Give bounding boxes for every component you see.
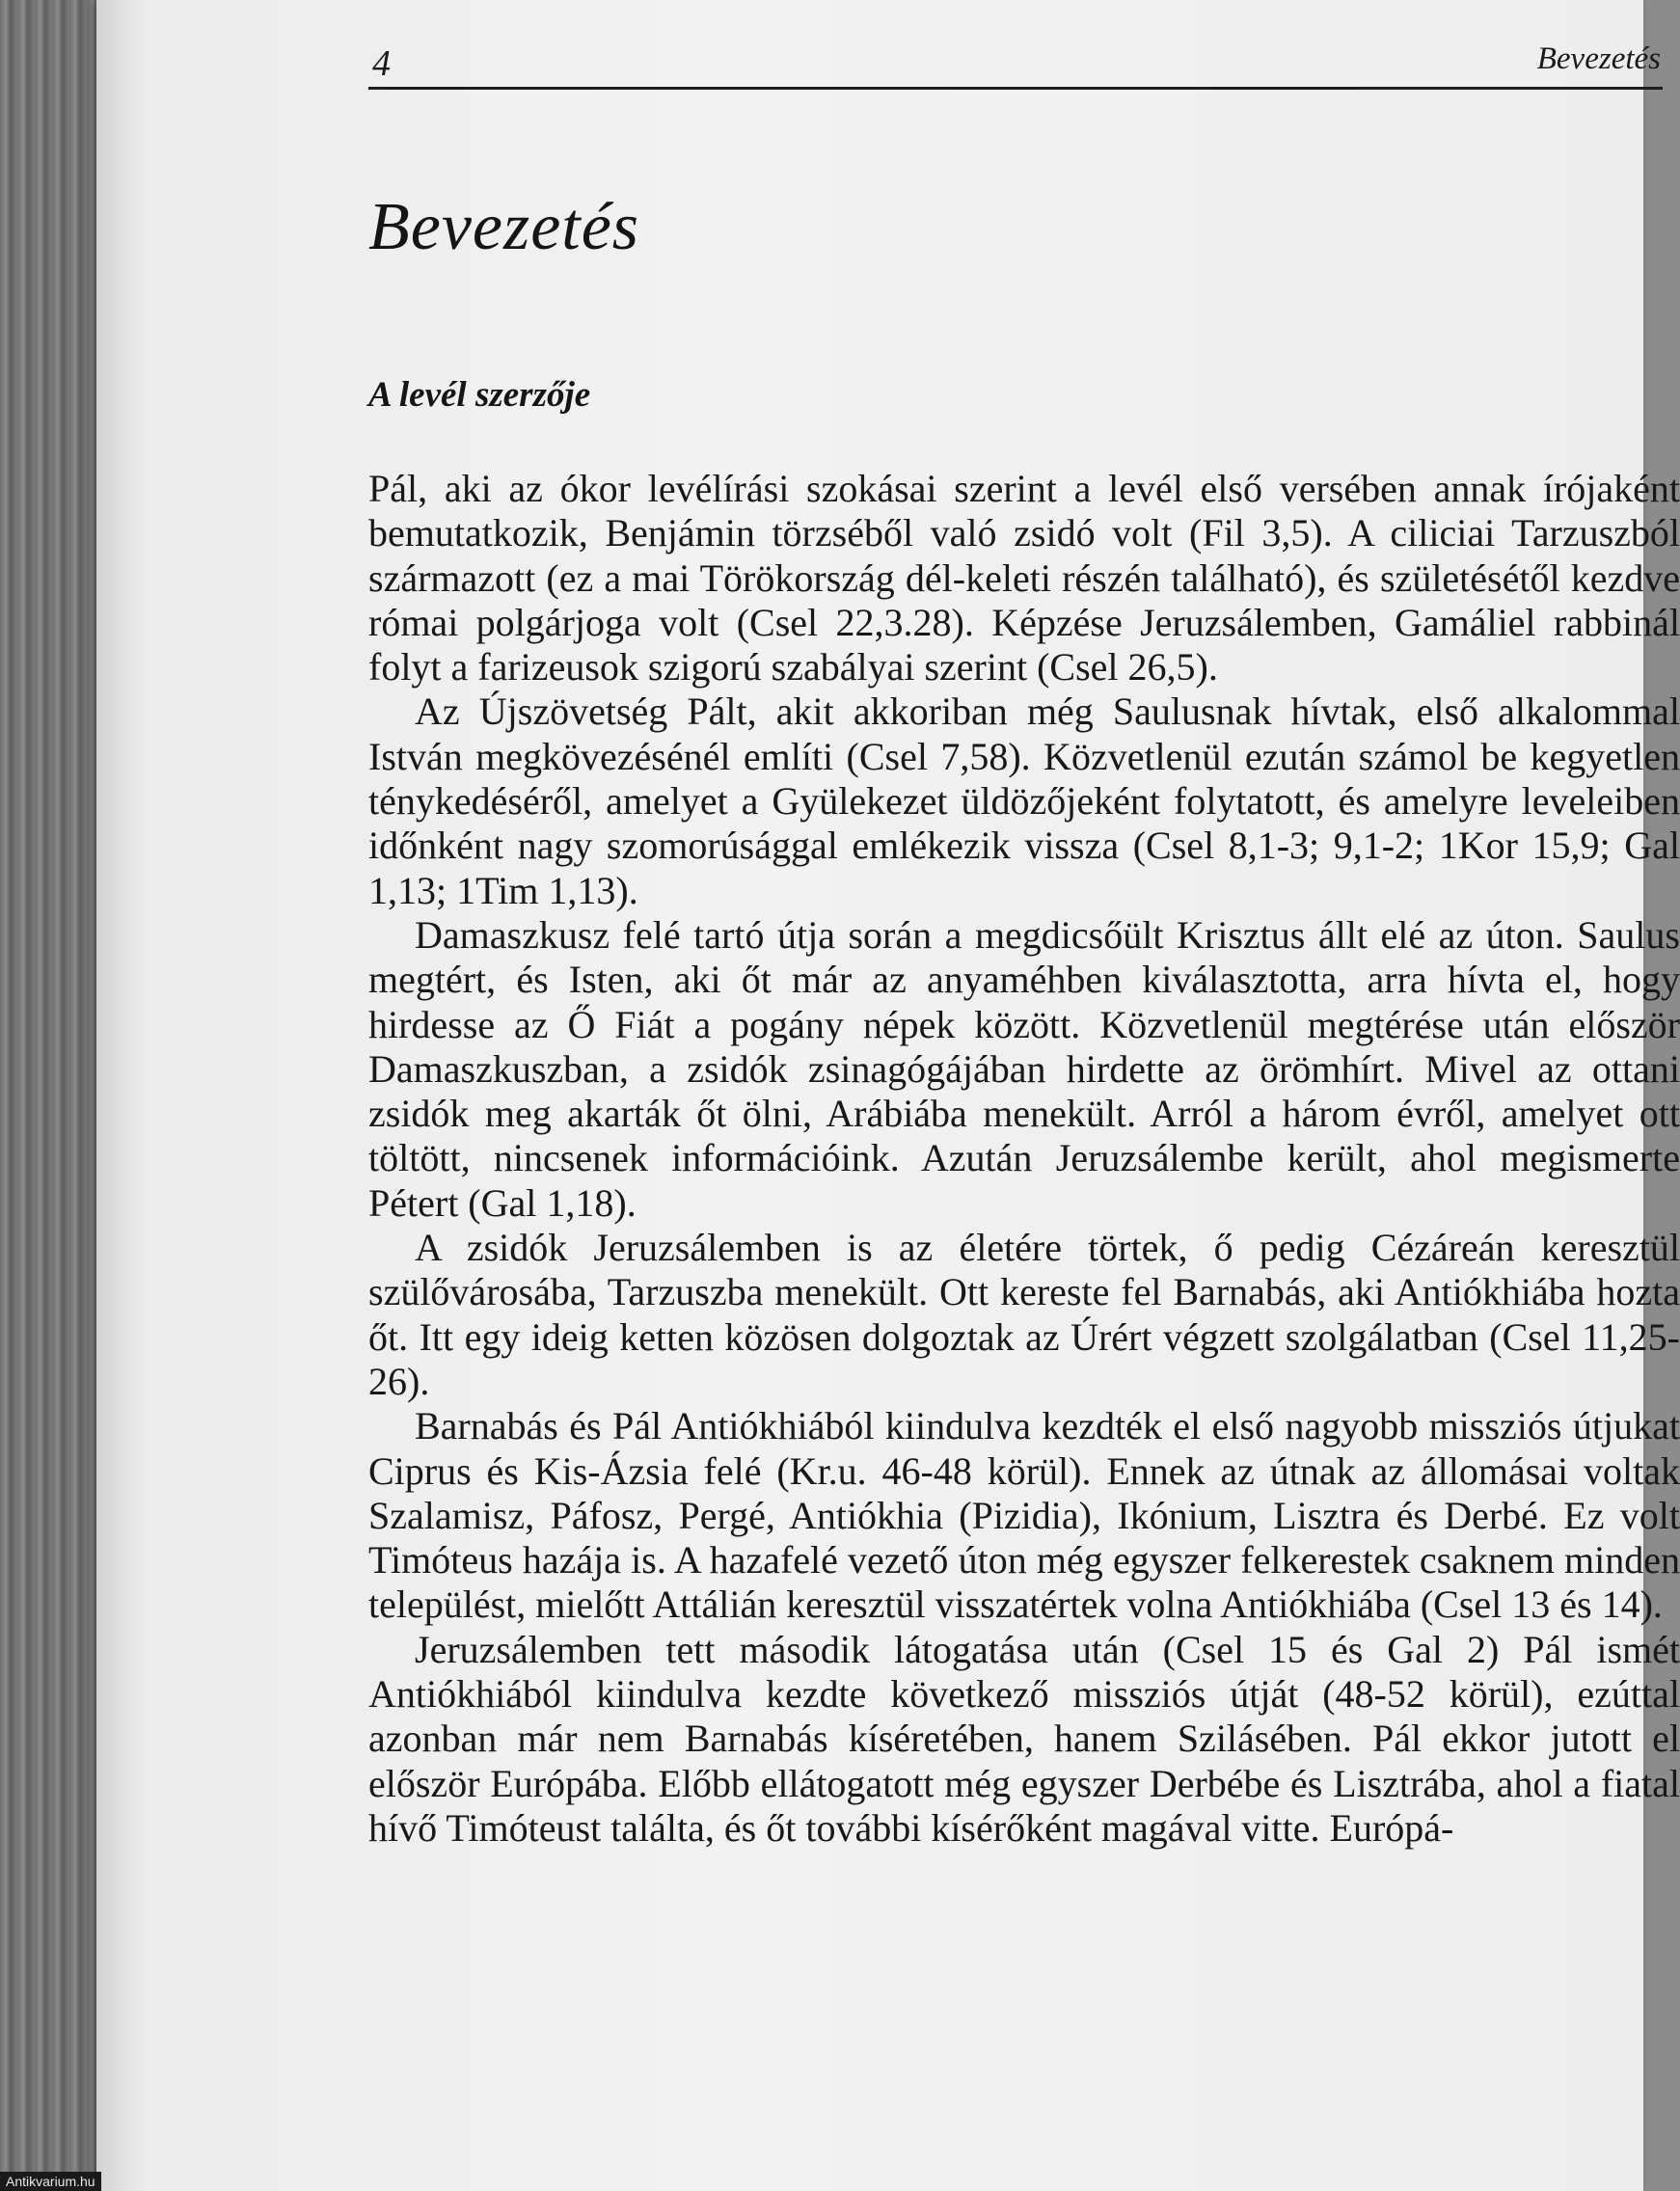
chapter-title: Bevezetés	[368, 190, 640, 264]
paragraph: Damaszkusz felé tartó útja során a megdicsőült Krisztus állt elé az úton. Saulus megtért, és Isten, aki őt már az anyaméhben kiválasztotta, arra hívta el, hogy hirdesse az Ő Fiát a pogány népek között. Közvetlenül megtérése után először Damaszkuszban, a zsidók zsinagógájában hirdette az örömhírt. Mivel az ottani zsidók meg akarták őt ölni, Arábiába menekült. Arról a három évről, amelyet ott töltött, nincsenek információink. Azután Jeruzsálembe került, ahol megismerte Pétert (Gal 1,18).	[368, 912, 1680, 1225]
book-binding-edge	[0, 0, 106, 2191]
watermark-label: Antikvarium.hu	[0, 2172, 101, 2191]
paragraph: Jeruzsálemben tett második látogatása után (Csel 15 és Gal 2) Pál ismét Antiókhiából kiindulva kezdte következő missziós útját (48-52 körül), ezúttal azonban már nem Barnabás kíséretében, hanem Szilásében. Pál ekkor jutott el először Európába. Előbb ellátogatott még egyszer Derbébe és Lisztrába, ahol a fiatal hívő Timóteust találta, és őt további kísérőként magával vitte. Európá-	[368, 1627, 1680, 1850]
paragraph: Pál, aki az ókor levélírási szokásai szerint a levél első versében annak írójaként bemutatkozik, Benjámin törzséből való zsidó volt (Fil 3,5). A ciliciai Tarzuszból származott (ez a mai Törökország dél-keleti részén található), és születésétől kezdve római polgárjoga volt (Csel 22,3.28). Képzése Jeruzsálemben, Gamáliel rabbinál folyt a farizeusok szigorú szabályai szerint (Csel 26,5).	[368, 467, 1680, 690]
paragraph: Az Újszövetség Pált, akit akkoriban még Saulusnak hívtak, első alkalommal István megkövezésénél említi (Csel 7,58). Közvetlenül ezután számol be kegyetlen ténykedéséről, amelyet a Gyülekezet üldözőjeként folytatott, és amelyre leveleiben időnként nagy szomorúsággal emlékezik vissza (Csel 8,1-3; 9,1-2; 1Kor 15,9; Gal 1,13; 1Tim 1,13).	[368, 690, 1680, 912]
body-text	[368, 467, 1680, 1851]
paragraph: A zsidók Jeruzsálemben is az életére törtek, ő pedig Cézáreán keresztül szülővárosába, Tarzuszba menekült. Ott kereste fel Barnabás, aki Antiókhiába hozta őt. Itt egy ideig ketten közösen dolgoztak az Úrért végzett szolgálatban (Csel 11,25-26).	[368, 1226, 1680, 1403]
running-head-title: Bevezetés	[1536, 41, 1661, 76]
section-heading: A levél szerzője	[368, 375, 591, 415]
running-head	[368, 37, 1663, 90]
book-page	[96, 0, 1680, 2191]
paragraph: Barnabás és Pál Antiókhiából kiindulva kezdték el első nagyobb missziós útjukat Ciprus és Kis-Ázsia felé (Kr.u. 46-48 körül). Ennek az útnak az állomásai voltak Szalamisz, Páfosz, Pergé, Antiókhia (Pizidia), Ikónium, Lisztra és Derbé. Ez volt Timóteus hazája is. A hazafelé vezető úton még egyszer felkerestek csaknem minden települést, mielőtt Attálián keresztül visszatértek volna Antiókhiába (Csel 13 és 14).	[368, 1404, 1680, 1627]
page-number: 4	[372, 43, 391, 84]
